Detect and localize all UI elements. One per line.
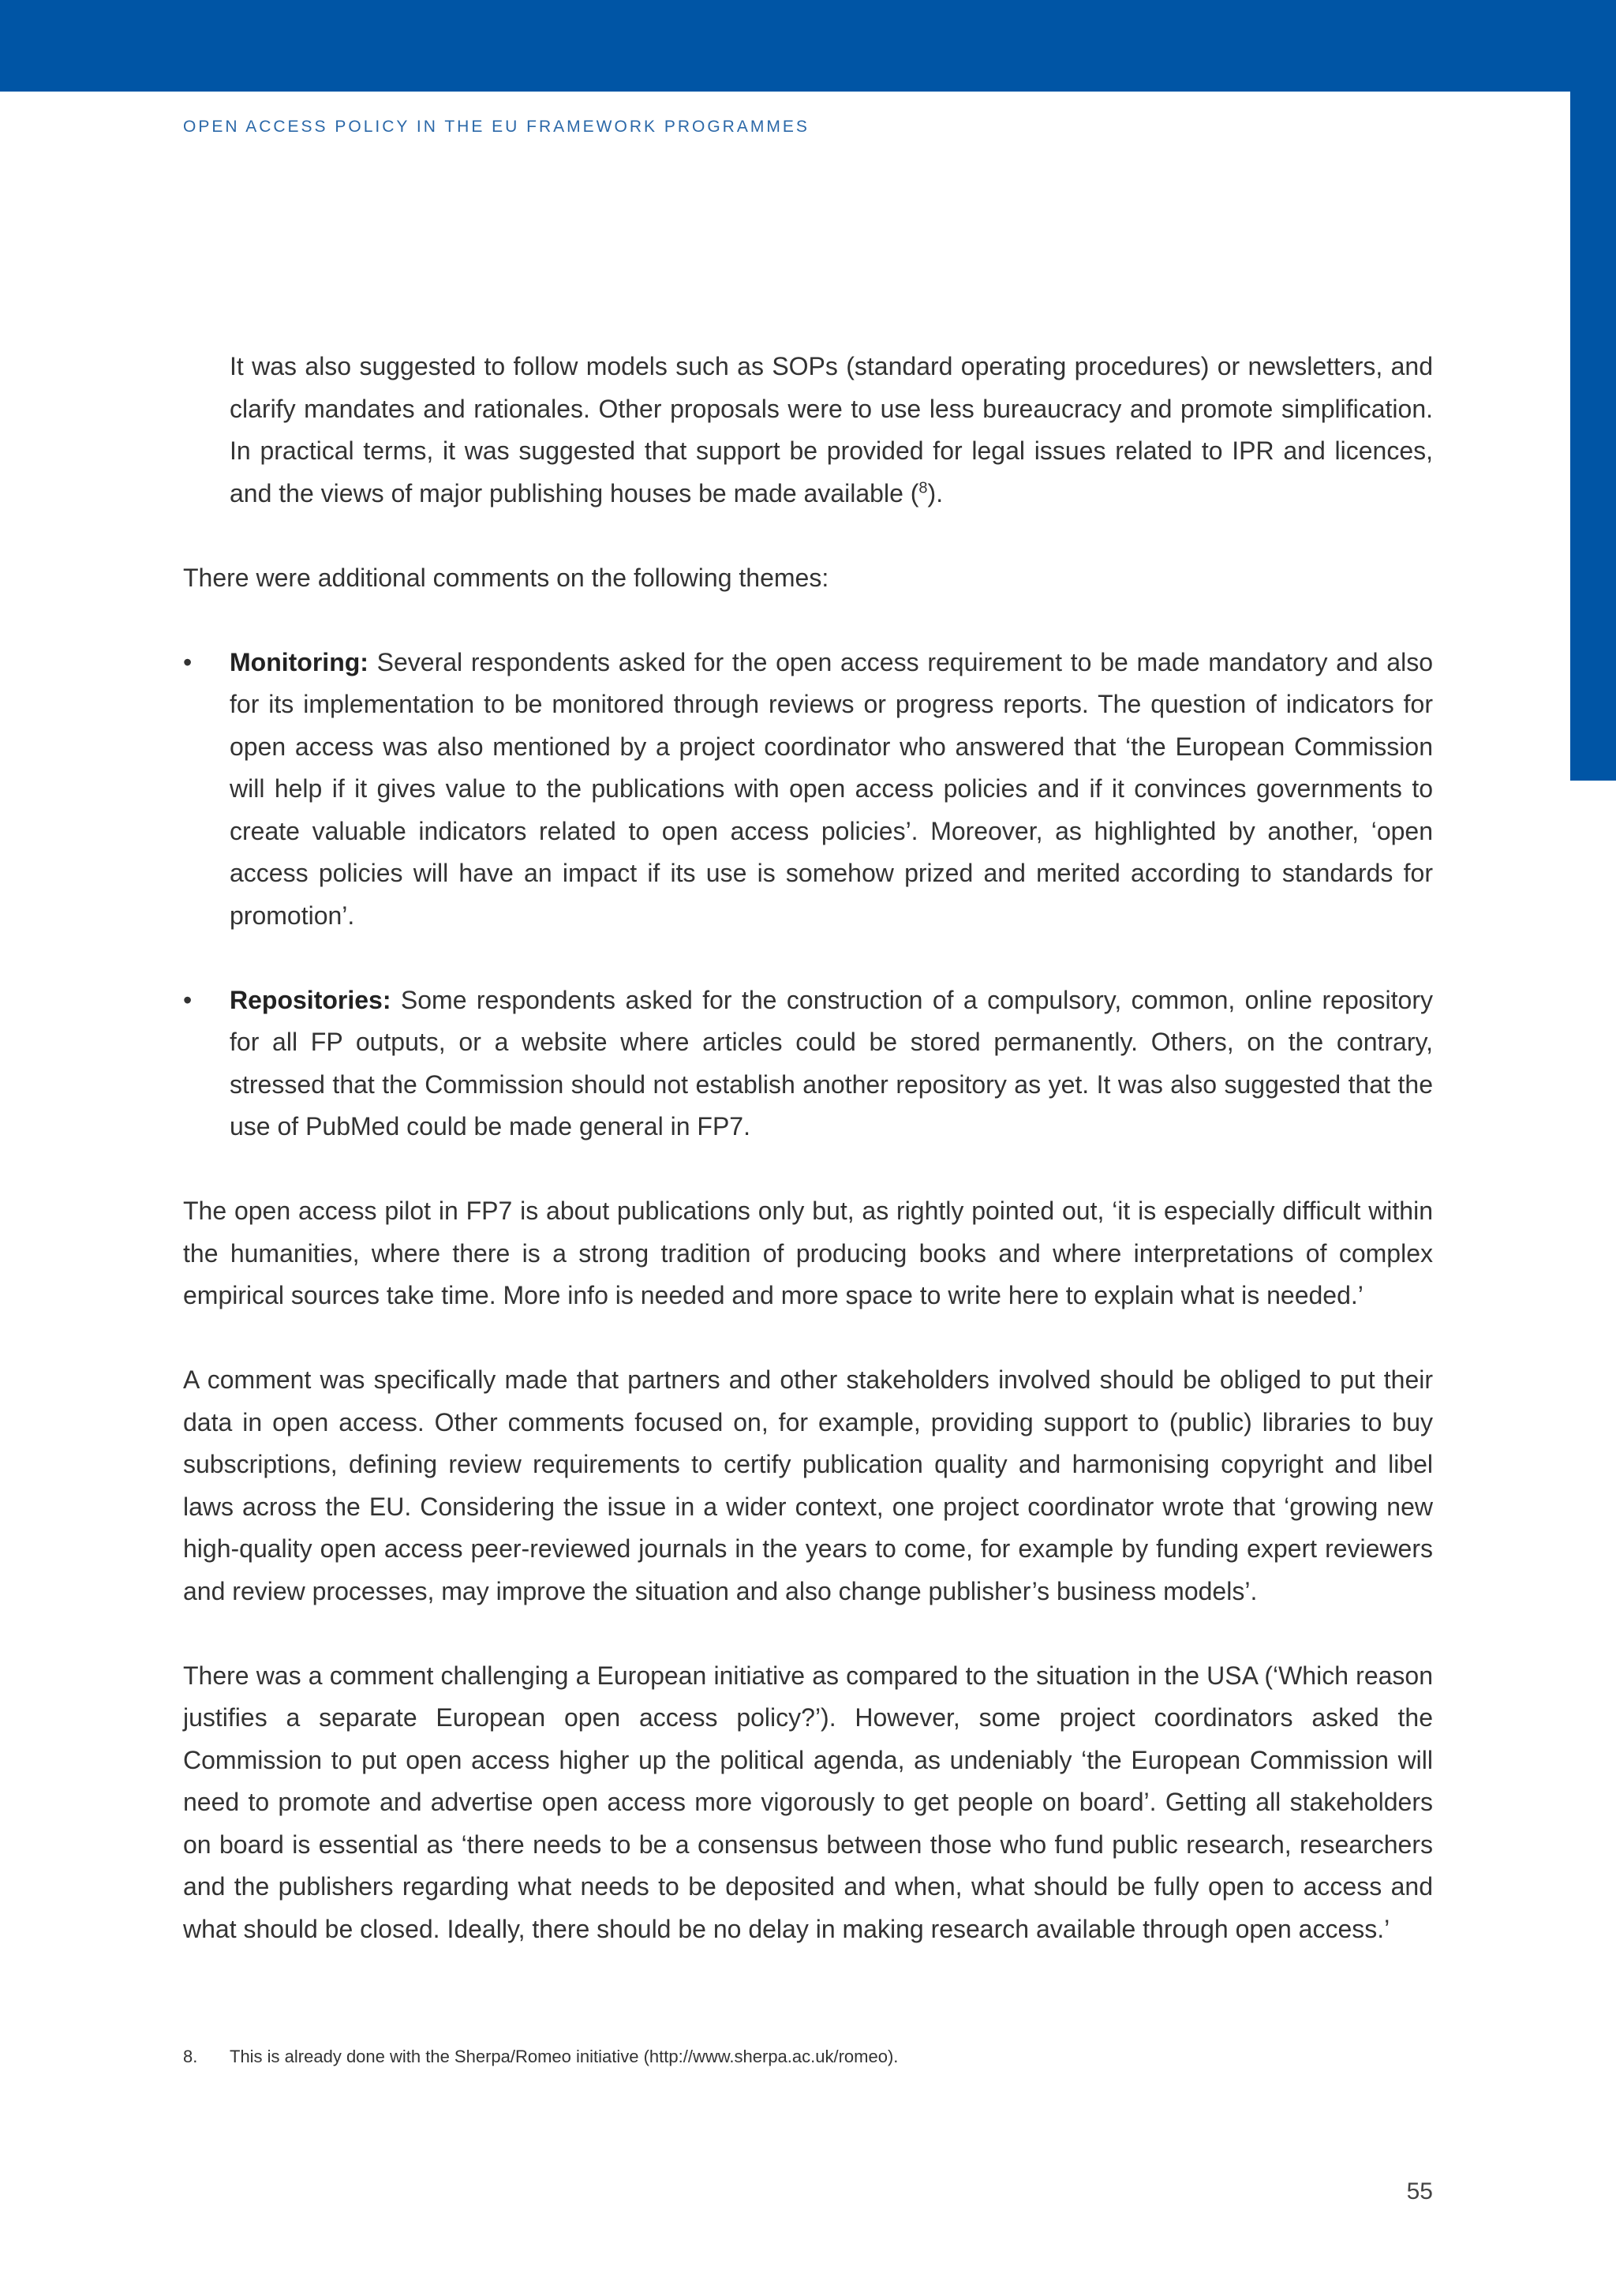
bullet-marker: • xyxy=(183,647,193,676)
page-number: 55 xyxy=(1406,2178,1433,2204)
paragraph-1-text: It was also suggested to follow models such as SOPs (standard operating procedures) or newsletters, and clarify mandates and rationales. Other proposals were to use less bureaucracy and promote simplification. In practical terms, it was suggested that support be provided for legal issues related to IPR and licences, and the views of major publishing houses be made available ( xyxy=(230,352,1433,508)
paragraph-3: The open access pilot in FP7 is about publications only but, as rightly pointed out, ‘it is especially difficult within the humanities, where there is a strong tradition of producing books and where interpretations of complex empirical sources take time. More info is needed and more space to write here to explain what is needed.’ xyxy=(183,1197,1433,1309)
paragraph-2: There were additional comments on the following themes: xyxy=(183,563,829,592)
paragraph-5: There was a comment challenging a European initiative as compared to the situation in the USA (‘Which reason justifies a separate European open access policy?’). However, some project coordinators asked the Commission to put open access higher up the political agenda, as undeniably ‘the European Commission will need to promote and advertise open access more vigorously to get people on board’. Getting all stakeholders on board is essential as ‘there needs to be a consensus between those who fund public research, researchers and the publishers regarding what needs to be deposited and when, what should be fully open to access and what should be closed. Ideally, there should be no delay in making research available through open access.’ xyxy=(183,1661,1433,1943)
footnote-number: 8. xyxy=(183,2047,198,2066)
bullet-list xyxy=(183,642,1433,1148)
bullet-text: Several respondents asked for the open access requirement to be made mandatory and also for its implementation to be monitored through reviews or progress reports. The question of indicators for open access was also mentioned by a project coordinator who answered that ‘the European Commission will help if it gives value to the publications with open access policies and if it convinces governments to create valuable indicators related to open access policies’. Moreover, as highlighted by another, ‘open access policies will have an impact if its use is somehow prized and merited according to standards for promotion’. xyxy=(230,647,1433,930)
paragraph-1-end: ). xyxy=(927,478,944,508)
header-band xyxy=(0,0,1616,92)
side-tab xyxy=(1570,92,1616,781)
paragraph-4: A comment was specifically made that partners and other stakeholders involved should be obliged to put their data in open access. Other comments focused on, for example, providing support to (public) libraries to buy subscriptions, defining review requirements to certify publication quality and harmonising copyright and libel laws across the EU. Considering the issue in a wider context, one project coordinator wrote that ‘growing new high-quality open access peer-reviewed journals in the years to come, for example by funding expert reviewers and review processes, may improve the situation and also change publisher’s business models’. xyxy=(183,1365,1433,1605)
paragraph-1 xyxy=(183,346,1433,515)
bullet-text: Some respondents asked for the construction of a compulsory, common, online repository for all FP outputs, or a website where articles could be stored permanently. Others, on the contrary, stressed that the Commission should not establish another repository as yet. It was also suggested that the use of PubMed could be made general in FP7. xyxy=(230,985,1433,1141)
bullet-term: Monitoring: xyxy=(230,647,368,676)
bullet-marker: • xyxy=(183,985,193,1014)
footnote xyxy=(183,2044,1433,2069)
footnote-reference[interactable]: 8 xyxy=(918,478,928,496)
running-title: OPEN ACCESS POLICY IN THE EU FRAMEWORK PROGRAMMES xyxy=(183,118,810,136)
list-item xyxy=(183,642,1433,938)
list-item xyxy=(183,979,1433,1148)
body-text xyxy=(183,346,1433,1993)
footnote-text: This is already done with the Sherpa/Romeo initiative (http://www.sherpa.ac.uk/romeo). xyxy=(230,2047,899,2066)
bullet-term: Repositories: xyxy=(230,985,391,1014)
